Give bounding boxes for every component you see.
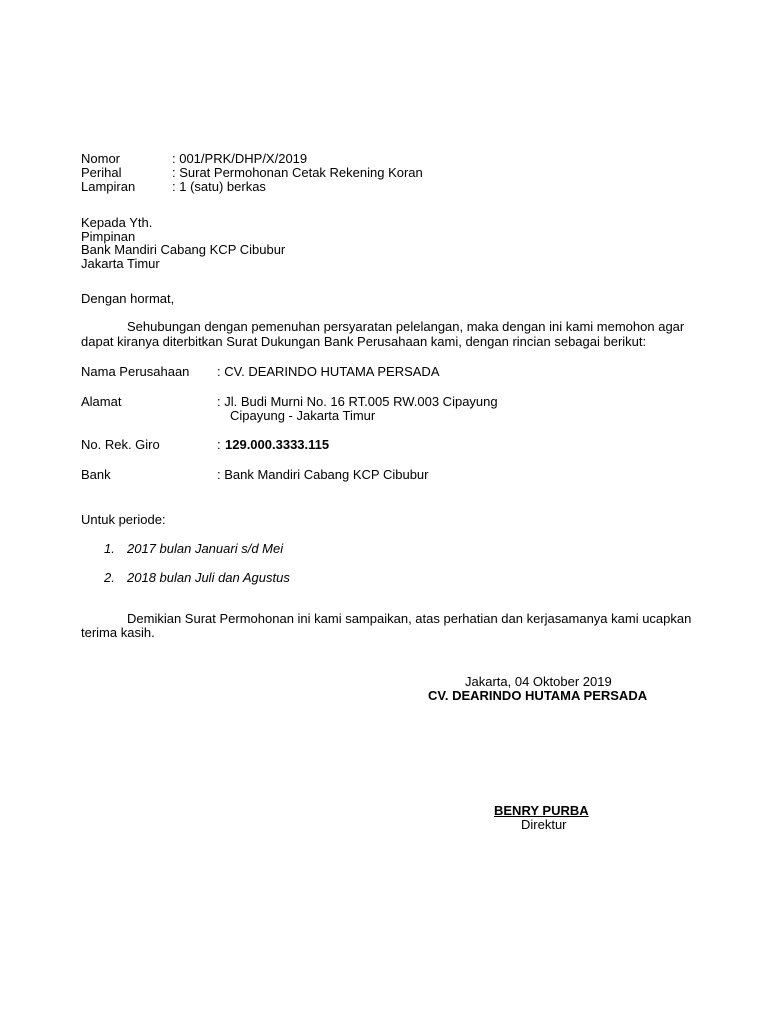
recipient-city: Jakarta Timur [81, 256, 160, 271]
place-date: Jakarta, 04 Oktober 2019 [465, 674, 612, 689]
closing-paragraph-line1: Demikian Surat Permohonan ini kami sampaikan, atas perhatian dan kerjasamanya kami ucapkan [127, 611, 692, 626]
period-item: 2017 bulan Januari s/d Mei [127, 541, 284, 556]
period-item: 2018 bulan Juli dan Agustus [127, 570, 290, 585]
signatory-company: CV. DEARINDO HUTAMA PERSADA [428, 688, 648, 703]
account-label: No. Rek. Giro [81, 437, 160, 452]
recipient-greeting: Kepada Yth. [81, 215, 153, 230]
bank-label: Bank [81, 467, 111, 482]
period-item-number: 1. [104, 541, 115, 556]
perihal-value: : Surat Permohonan Cetak Rekening Koran [172, 165, 423, 180]
account-colon: : [217, 437, 221, 452]
bank-value: : Bank Mandiri Cabang KCP Cibubur [217, 467, 429, 482]
period-label: Untuk periode: [81, 512, 166, 527]
nomor-value: : 001/PRK/DHP/X/2019 [172, 151, 308, 166]
address-value-line1: : Jl. Budi Murni No. 16 RT.005 RW.003 Cipayung [217, 394, 498, 409]
intro-paragraph-line2: dapat kiranya diterbitkan Surat Dukungan Bank Perusahaan kami, dengan rincian sebagai berikut: [81, 334, 647, 349]
salutation: Dengan hormat, [81, 291, 175, 306]
intro-paragraph-line1: Sehubungan dengan pemenuhan persyaratan pelelangan, maka dengan ini kami memohon agar [127, 319, 685, 334]
signatory-name: BENRY PURBA [494, 803, 589, 818]
recipient-position: Pimpinan [81, 229, 136, 244]
address-value-line2: Cipayung - Jakarta Timur [230, 408, 376, 423]
signatory-title: Direktur [521, 817, 567, 832]
recipient-bank: Bank Mandiri Cabang KCP Cibubur [81, 242, 286, 257]
nomor-label: Nomor [81, 151, 121, 166]
closing-paragraph-line2: terima kasih. [81, 625, 155, 640]
address-label: Alamat [81, 394, 122, 409]
lampiran-label: Lampiran [81, 179, 136, 194]
perihal-label: Perihal [81, 165, 122, 180]
lampiran-value: : 1 (satu) berkas [172, 179, 266, 194]
account-number: 129.000.3333.115 [225, 437, 330, 452]
company-label: Nama Perusahaan [81, 364, 190, 379]
company-value: : CV. DEARINDO HUTAMA PERSADA [217, 364, 440, 379]
period-item-number: 2. [104, 570, 115, 585]
